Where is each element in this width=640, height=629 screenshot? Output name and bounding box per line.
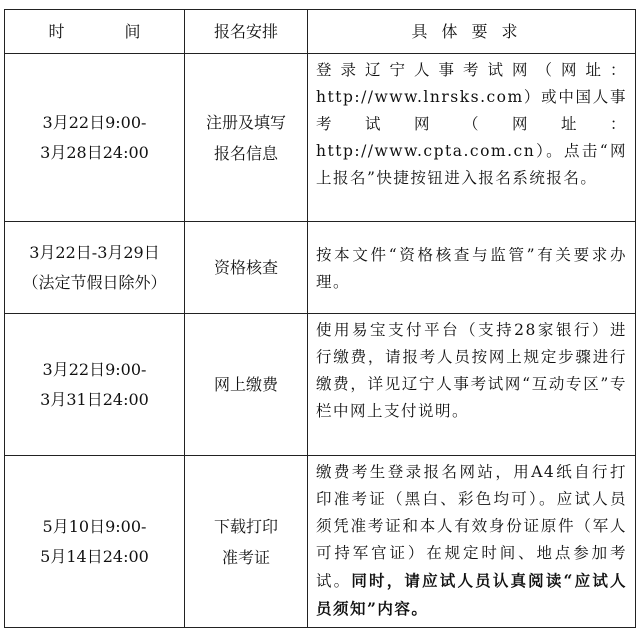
requirement-text: 使用易宝支付平台（支持28家银行）进行缴费，请报考人员按网上规定步骤进行缴费，详见辽宁人事考试网“互动专区”专栏中网上支付说明。 — [316, 321, 627, 420]
header-time: 时 间 — [5, 10, 185, 54]
requirement-text: 按本文件“资格核查与监管”有关要求办理。 — [316, 246, 627, 291]
arrangement-line: 报名信息 — [213, 143, 278, 163]
time-start: 3月22日9:00- — [42, 359, 147, 379]
table-row — [5, 456, 636, 628]
requirement-cell — [308, 456, 636, 628]
arrangement-line: 网上缴费 — [213, 375, 278, 394]
header-requirements: 具体要求 — [308, 10, 636, 54]
requirement-cell — [308, 222, 636, 314]
arrangement-line: 资格核查 — [213, 258, 278, 277]
arrangement-cell — [185, 54, 308, 222]
time-cell — [5, 54, 185, 222]
time-end: 3月31日24:00 — [40, 389, 149, 409]
time-end: 5月14日24:00 — [40, 546, 149, 566]
requirement-cell — [308, 54, 636, 222]
table-row — [5, 314, 636, 456]
requirement-text: 登录辽宁人事考试网（网址：http://www.lnrsks.com）或中国人事考试网（网址：http://www.cpta.com.cn）。点击“网上报名”快捷按钮进入报名系统报名。 — [316, 61, 627, 187]
time-range: 3月22日-3月29日 — [29, 242, 160, 262]
requirement-text: 缴费考生登录报名网站，用A4纸自行打印准考证（黑白、彩色均可）。应试人员须凭准考证和本人有效身份证原件（军人可持军官证）在规定时间、地点参加考试。 — [316, 463, 627, 590]
registration-schedule-table — [4, 9, 636, 628]
time-cell — [5, 222, 185, 314]
arrangement-cell — [185, 222, 308, 314]
arrangement-line: 下载打印 — [213, 516, 278, 536]
time-cell — [5, 314, 185, 456]
header-arrangement: 报名安排 — [185, 10, 308, 54]
arrangement-cell — [185, 314, 308, 456]
requirement-cell — [308, 314, 636, 456]
table-row — [5, 54, 636, 222]
arrangement-line: 注册及填写 — [205, 112, 286, 132]
time-note: （法定节假日除外） — [22, 272, 167, 292]
time-end: 3月28日24:00 — [40, 142, 149, 162]
requirement-bold-text: 同时，请应试人员认真阅读“应试人员须知”内容。 — [316, 571, 627, 618]
time-start: 5月10日9:00- — [42, 516, 147, 536]
arrangement-cell — [185, 456, 308, 628]
table-header-row — [5, 10, 636, 54]
time-start: 3月22日9:00- — [42, 112, 147, 132]
table-row — [5, 222, 636, 314]
arrangement-line: 准考证 — [221, 547, 270, 567]
time-cell — [5, 456, 185, 628]
